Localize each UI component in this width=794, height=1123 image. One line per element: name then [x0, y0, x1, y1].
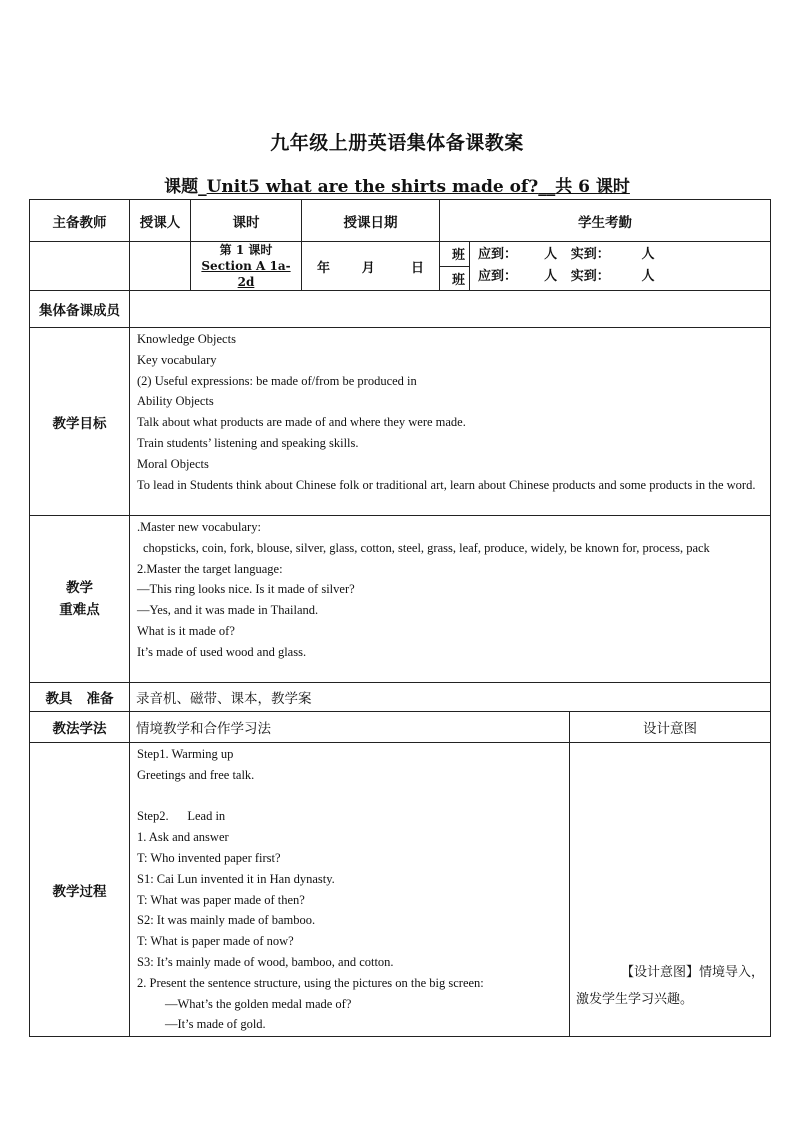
- key-points-row: [30, 516, 771, 683]
- objective-line: Knowledge Objects: [137, 332, 236, 346]
- process-line: S3: It’s mainly made of wood, bamboo, and cotton.: [137, 954, 394, 969]
- period-header: 课时: [191, 200, 302, 242]
- objective-line: Train students’ listening and speaking skills.: [137, 435, 359, 450]
- actual-label-2: 实到：: [570, 269, 610, 284]
- objective-line: (2) Useful expressions: be made of/from be produced in: [137, 373, 417, 388]
- method-label: 教法学法: [30, 712, 130, 743]
- key-point-line: —Yes, and it was made in Thailand.: [137, 603, 319, 618]
- process-line: [137, 786, 562, 807]
- key-point-line: What is it made of?: [137, 623, 235, 638]
- subject-separator: __: [538, 177, 556, 197]
- key-points-label-2: 重难点: [59, 602, 100, 618]
- objectives-label: 教学目标: [30, 328, 130, 516]
- expected-unit: 人: [544, 247, 558, 262]
- subject-topic: Unit5 what are the shirts made of?: [206, 177, 539, 197]
- class-label-2: 班: [440, 266, 470, 291]
- objective-line: To lead in Students think about Chinese folk or traditional art, learn about Chinese products and some products in the word.: [137, 477, 756, 492]
- actual-label: 实到：: [570, 247, 610, 262]
- members-value: [130, 291, 771, 328]
- attendance-cell: [470, 242, 771, 291]
- method-value: 情境教学和合作学习法: [130, 712, 570, 743]
- lecturer-cell: [130, 242, 191, 291]
- period-cell: [191, 242, 302, 291]
- key-point-line: It’s made of used wood and glass.: [137, 644, 307, 659]
- expected-label: 应到：: [478, 247, 518, 262]
- header-row: [30, 200, 771, 242]
- actual-unit-2: 人: [641, 269, 655, 284]
- aids-value: 录音机、磁带、课本，教学案: [130, 683, 771, 712]
- process-row: [30, 743, 771, 1037]
- members-label: 集体备课成员: [30, 291, 130, 328]
- attendance-line-1: [478, 244, 764, 266]
- process-line: S1: Cai Lun invented it in Han dynasty.: [137, 871, 335, 886]
- design-note-1: 【设计意图】情境导入，: [621, 965, 765, 980]
- date-year: 年: [317, 260, 331, 276]
- process-line: —What’s the golden medal made of?: [165, 996, 352, 1011]
- design-intent-cell: [570, 743, 771, 1037]
- design-intent-header: 设计意图: [570, 712, 771, 743]
- date-cell: [302, 242, 440, 291]
- process-line: 2. Present the sentence structure, using the pictures on the big screen:: [137, 975, 484, 990]
- subject-prefix: 课题_: [164, 177, 207, 197]
- date-month: 月: [361, 260, 375, 276]
- aids-row: [30, 683, 771, 712]
- key-points-label: [30, 516, 130, 683]
- section-name: Section A 1a-2d: [201, 259, 291, 289]
- aids-label: 教具 准备: [30, 683, 130, 712]
- date-day: 日: [410, 260, 424, 276]
- process-line: Step1. Warming up: [137, 747, 234, 761]
- document-title: 九年级上册英语集体备课教案: [270, 132, 524, 154]
- objectives-content: [130, 328, 771, 516]
- process-line: Greetings and free talk.: [137, 767, 255, 782]
- process-content: [130, 743, 570, 1037]
- period-number: 第 1 课时: [219, 243, 273, 257]
- objective-line: Ability Objects: [137, 394, 214, 409]
- key-point-line: 2.Master the target language:: [137, 561, 283, 576]
- objective-line: Key vocabulary: [137, 352, 217, 367]
- process-line: S2: It was mainly made of bamboo.: [137, 913, 316, 928]
- teacher-header: 主备教师: [30, 200, 130, 242]
- objective-line: Talk about what products are made of and where they were made.: [137, 415, 466, 430]
- expected-label-2: 应到：: [478, 269, 518, 284]
- lecturer-header: 授课人: [130, 200, 191, 242]
- expected-unit-2: 人: [544, 269, 558, 284]
- process-line: 1. Ask and answer: [137, 830, 229, 845]
- process-line: T: Who invented paper first?: [137, 850, 281, 865]
- lesson-plan-table: [29, 199, 771, 1037]
- attendance-line-2: [478, 266, 764, 288]
- process-line: T: What is paper made of now?: [137, 934, 294, 949]
- design-note-2: 激发学生学习兴趣。: [576, 992, 694, 1007]
- key-point-line: chopsticks, coin, fork, blouse, silver, glass, cotton, steel, grass, leaf, produce, widely, be known for, process, pack: [143, 540, 710, 555]
- members-row: [30, 291, 771, 328]
- process-label: 教学过程: [30, 743, 130, 1037]
- process-line: Step2. Lead in: [137, 809, 226, 824]
- process-line: T: What was paper made of then?: [137, 892, 305, 907]
- attendance-header: 学生考勤: [440, 200, 771, 242]
- info-row-1: [30, 242, 771, 267]
- objective-line: Moral Objects: [137, 456, 209, 471]
- objectives-row: [30, 328, 771, 516]
- subject-periods: 共 6 课时: [555, 177, 630, 197]
- key-point-line: —This ring looks nice. Is it made of silver?: [137, 582, 355, 597]
- process-line: —It’s made of gold.: [165, 1017, 266, 1032]
- key-points-label-1: 教学: [66, 580, 93, 596]
- lesson-subject: [0, 172, 794, 197]
- teacher-cell: [30, 242, 130, 291]
- class-label-1: 班: [440, 242, 470, 267]
- actual-unit: 人: [641, 247, 655, 262]
- date-header: 授课日期: [302, 200, 440, 242]
- method-row: [30, 712, 771, 743]
- key-points-content: [130, 516, 771, 683]
- key-point-line: .Master new vocabulary:: [137, 520, 261, 534]
